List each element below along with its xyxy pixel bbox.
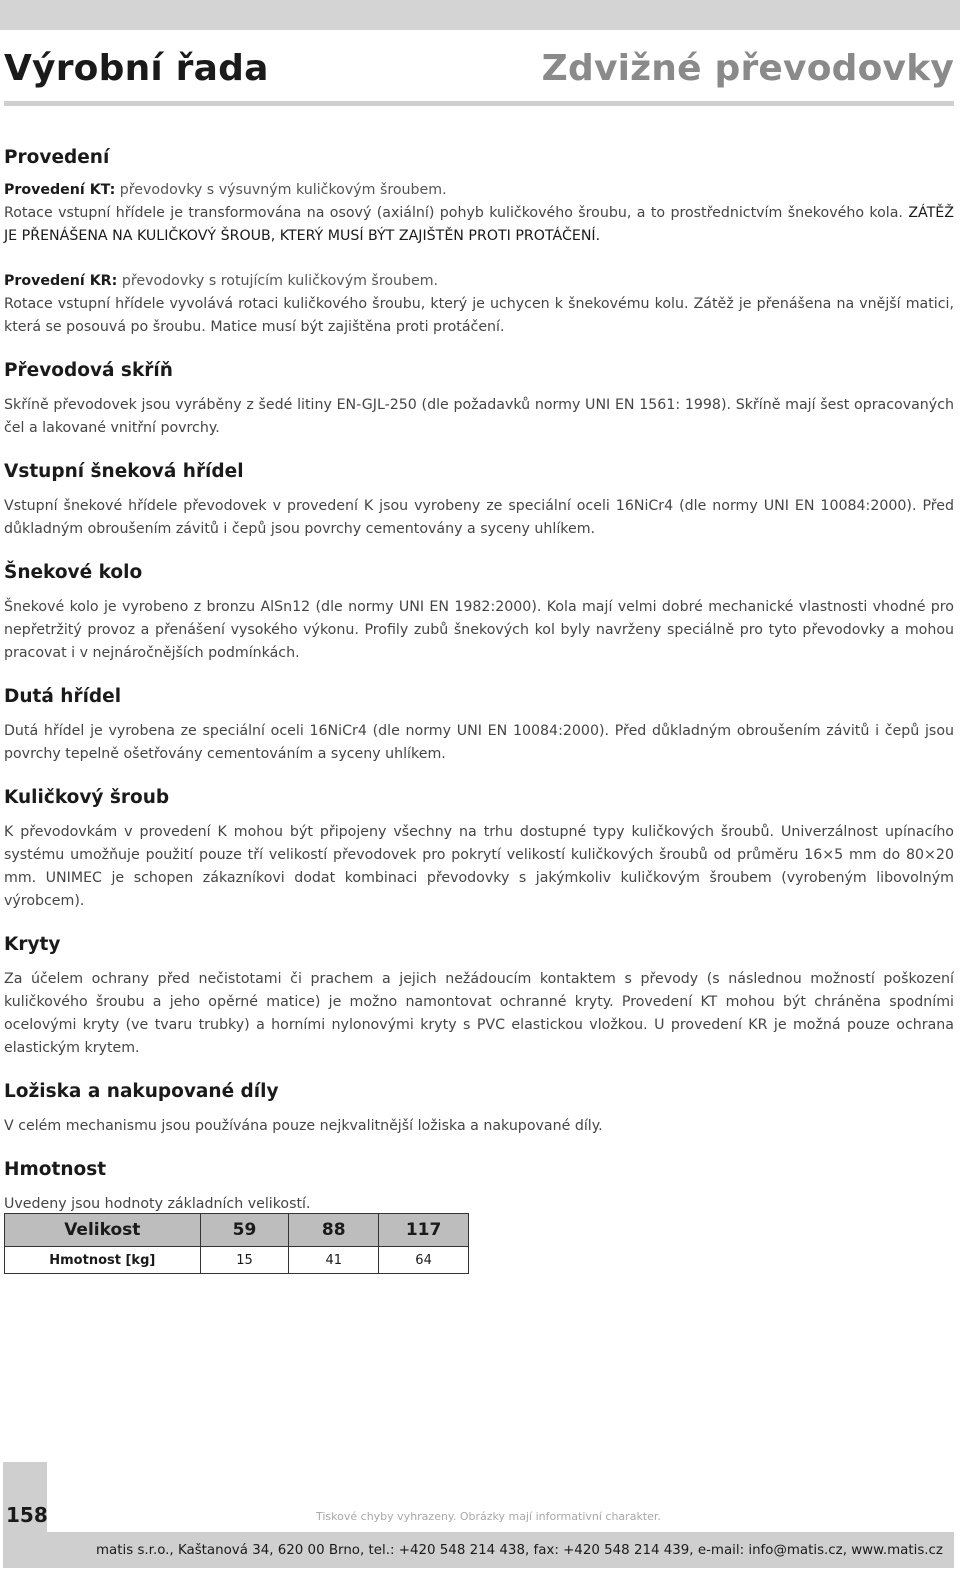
section-loziska — [4, 1079, 954, 1138]
kt-label: Provedení KT: — [4, 182, 116, 198]
table-row — [5, 1247, 469, 1274]
page-title: Výrobní řada — [4, 48, 269, 89]
section-text: Za účelem ochrany před nečistotami či prachem a jejich nežádoucím kontaktem s převody (s následnou možností poškození kuličkového šroubu a jeho opěrné matice) je možno namontovat ochranné kryty. Provedení KT mohou být chráněna spodními ocelovými kryty (ve tvaru trubky) a horními nylonovými kryty s PVC elastickou vložkou. U provedení KR je možná pouze ochrana elastickým krytem. — [4, 971, 954, 1056]
weight-table — [4, 1213, 469, 1274]
table-header-row — [5, 1214, 469, 1247]
table-cell: 15 — [200, 1247, 289, 1274]
section-heading: Kuličkový šroub — [4, 787, 170, 808]
top-band — [0, 0, 960, 30]
kt-paragraph — [4, 179, 954, 248]
kt-description: převodovky s výsuvným kuličkovým šroubem. — [119, 182, 447, 198]
section-provedeni — [4, 145, 954, 339]
section-kryty — [4, 932, 954, 1060]
main-content — [4, 145, 954, 1235]
page-header — [4, 48, 954, 92]
page-number: 158 — [6, 1503, 48, 1527]
section-kulickovy-sroub — [4, 785, 954, 913]
page-subtitle: Zdvižné převodovky — [541, 48, 954, 89]
section-heading: Převodová skříň — [4, 360, 173, 381]
section-text: V celém mechanismu jsou používána pouze nejkvalitnější ložiska a nakupované díly. — [4, 1118, 603, 1134]
kr-paragraph — [4, 270, 954, 339]
table-header-cell: 59 — [200, 1214, 289, 1247]
section-text: Uvedeny jsou hodnoty základních velikostí. — [4, 1196, 311, 1212]
kr-description: převodovky s rotujícím kuličkovým šroubem. — [121, 273, 439, 289]
section-heading: Hmotnost — [4, 1159, 107, 1180]
section-duta-hridel — [4, 684, 954, 766]
kr-text-continued: Zátěž je přenášena na vnější matici, která se posouvá po šroubu. Matice musí být zajištěna proti protáčení. — [4, 296, 954, 335]
section-heading: Provedení — [4, 147, 110, 168]
section-heading: Dutá hřídel — [4, 686, 122, 707]
kr-text: Rotace vstupní hřídele vyvolává rotaci kuličkového šroubu, který je uchycen k šnekovému kolu. — [4, 296, 689, 312]
section-text: Dutá hřídel je vyrobena ze speciální oceli 16NiCr4 (dle normy UNI EN 10084:2000). Před důkladným obroušením závitů i čepů jsou povrchy tepelně ošetřovány cementováním a syceny uhlíkem. — [4, 723, 954, 762]
table-header-cell: 88 — [289, 1214, 379, 1247]
section-heading: Vstupní šneková hřídel — [4, 461, 244, 482]
kr-label: Provedení KR: — [4, 273, 118, 289]
kt-warning: ZÁTĚŽ JE PŘENÁŠENA NA KULIČKOVÝ ŠROUB, KTERÝ MUSÍ BÝT ZAJIŠTĚN PROTI PROTÁČENÍ. — [4, 205, 954, 244]
section-heading: Kryty — [4, 934, 61, 955]
spacer — [4, 248, 954, 270]
disclaimer: Tiskové chyby vyhrazeny. Obrázky mají informativní charakter. — [316, 1510, 661, 1523]
section-snekove-kolo — [4, 560, 954, 665]
section-text: K převodovkám v provedení K mohou být připojeny všechny na trhu dostupné typy kuličkových šroubů. Univerzálnost upínacího systému umožňuje použití pouze tří velikostí převodovek pro pokrytí velikostí kuličkových šroubů od průměru 16×5 mm do 80×20 mm. UNIMEC je schopen zákazníkovi dodat kombinaci převodovky s jakýmkoliv kuličkovým šroubem (vyrobeným libovolným výrobcem). — [4, 824, 954, 909]
section-vstupni-hridel — [4, 459, 954, 541]
section-prevodova-skrin — [4, 358, 954, 440]
section-heading: Ložiska a nakupované díly — [4, 1081, 279, 1102]
section-text: Šnekové kolo je vyrobeno z bronzu AlSn12 (dle normy UNI EN 1982:2000). Kola mají velmi dobré mechanické vlastnosti vhodné pro nepřetržitý provoz a přenášení vysokého výkonu. Profily zubů šnekových kol byly navrženy speciálně pro tyto převodovky a mohou pracovat i v nejnáročnějších podmínkách. — [4, 599, 954, 661]
section-heading: Šnekové kolo — [4, 562, 143, 583]
table-header-cell: Velikost — [5, 1214, 201, 1247]
section-text: Skříně převodovek jsou vyráběny z šedé litiny EN-GJL-250 (dle požadavků normy UNI EN 1561: 1998). Skříně mají šest opracovaných čel a lakované vnitřní povrchy. — [4, 397, 954, 436]
section-text: Vstupní šnekové hřídele převodovek v provedení K jsou vyrobeny ze speciální oceli 16NiCr4 (dle normy UNI EN 10084:2000). Před důkladným obroušením závitů i čepů jsou povrchy cementovány a syceny uhlíkem. — [4, 498, 954, 537]
footer-contact: matis s.r.o., Kaštanová 34, 620 00 Brno, tel.: +420 548 214 438, fax: +420 548 214 439, e-mail: info@matis.cz, www.matis.cz — [96, 1543, 943, 1558]
header-divider — [4, 101, 954, 106]
kt-text: Rotace vstupní hřídele je transformována na osový (axiální) pohyb kuličkového šroubu, a to prostřednictvím šnekového kola. — [4, 205, 903, 221]
table-header-cell: 117 — [379, 1214, 469, 1247]
table-cell: 41 — [289, 1247, 379, 1274]
section-hmotnost — [4, 1157, 954, 1216]
table-cell: 64 — [379, 1247, 469, 1274]
table-row-label: Hmotnost [kg] — [5, 1247, 201, 1274]
